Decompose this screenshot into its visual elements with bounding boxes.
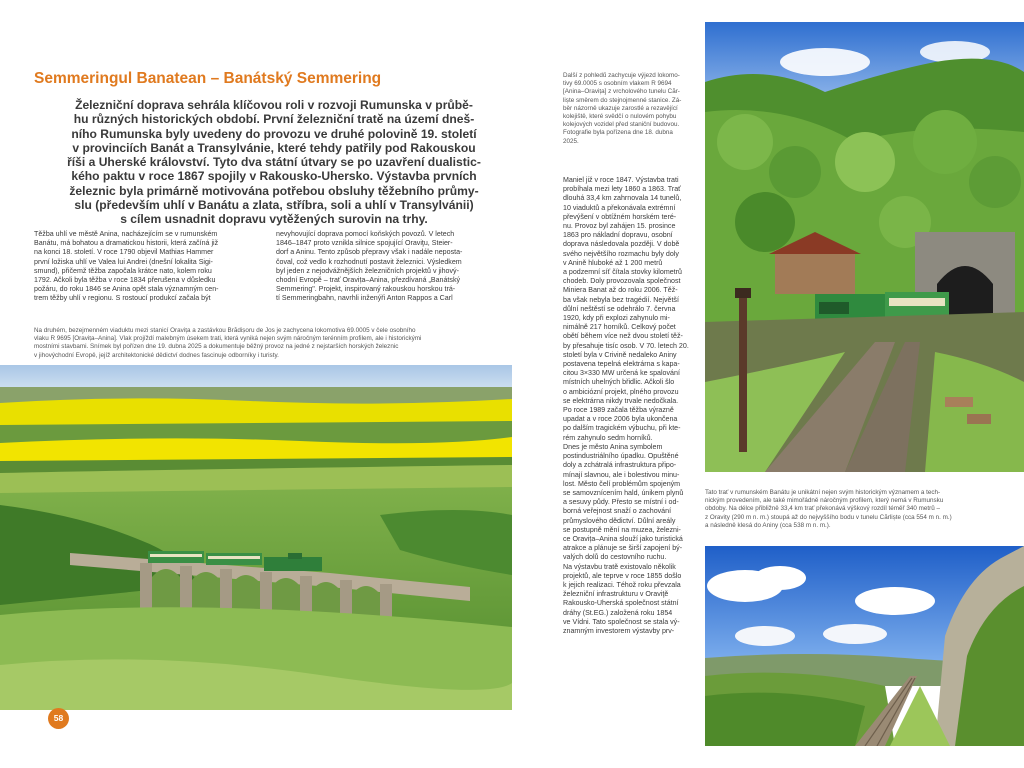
body-line: požáru, do roku 1846 se Anina opět stala významným cen-: [34, 285, 219, 294]
body-line: Miniera Banat až do roku 2006. Těž-: [563, 286, 678, 295]
body-line: čoval, což vedlo k rozhodnutí postavit železnici. Výsledkem: [276, 257, 462, 266]
body-line: Semmering". Projekt, inspirovaný rakouskou horskou trá-: [276, 285, 456, 294]
body-line: 1863 pro nákladní dopravu, osobní: [563, 231, 673, 240]
body-line: první ložiska uhlí ve Valea lui Andrei (dnešní lokalita Sigi-: [34, 257, 213, 266]
body-line: smund), přičemž těžba započala krátce nato, kolem roku: [34, 266, 212, 275]
body-column-3: [563, 176, 698, 636]
body-line: atrakce a plánuje se širší zapojení bý-: [563, 544, 683, 553]
caption-line: mostními stavbami. Snímek byl pořízen dne 19. dubna 2025 a dokumentuje běžný provoz na jedné z nejstarších horských železnic: [34, 343, 399, 351]
body-line: dorf a Aninu. Tento způsob přepravy však i nadále neposta-: [276, 248, 463, 257]
body-line: citou 3×330 MW určená ke spalování: [563, 369, 680, 378]
photo-tunnel-train: [705, 22, 1024, 472]
body-line: Maniel již v roce 1847. Výstavba trati: [563, 176, 679, 184]
caption-line: [Anina–Oravița] z vrcholového tunelu Căr-: [563, 88, 680, 96]
article-title: Semmeringul Banatean – Banátský Semmering: [34, 70, 382, 87]
body-line: Na výstavbu tratě existovalo několik: [563, 562, 676, 571]
body-line: postavena tepelná elektrárna s kapa-: [563, 360, 680, 369]
body-line: nu. Provoz byl zahájen 15. prosince: [563, 222, 676, 231]
body-line: a podzemní síť čítala stovky kilometrů: [563, 268, 682, 277]
photo-caption-tunnel: [563, 72, 698, 146]
body-line: chodeb. Doly provozovala společnost: [563, 277, 681, 286]
body-line: století byla v Crivině nedaleko Aniny: [563, 350, 677, 359]
body-line: a sesuvy půdy. Přesto se místní i od-: [563, 498, 679, 507]
body-line: byl jeden z nejodvážnějších železničních projektů v jihový-: [276, 266, 459, 275]
body-line: Těžba uhlí ve městě Anina, nacházejícím se v rumunském: [34, 230, 218, 238]
body-line: mínají slavnou, ale i bolestivou minu-: [563, 470, 680, 479]
caption-line: vlaku R 9695 [Oravița–Anina]. Vlak projíždí malebným úsekem trati, která vyniká nejen svým náročným terénním profilem, ale i historickými: [34, 335, 422, 343]
body-line: nimálně 217 horníků. Celkový počet: [563, 323, 676, 332]
photo-caption-route: [705, 489, 985, 530]
caption-line: Další z pohledů zachycuje výjezd lokomo-: [563, 72, 680, 79]
body-line: místních uhelných břidlic. Ačkoli šlo: [563, 378, 675, 387]
caption-line: obdoby. Na délce přibližně 33,4 km trať překonává výškový rozdíl téměř 340 metrů –: [705, 505, 940, 513]
lead-line: hu různých historických období. První železniční tratě na území dneš-: [73, 112, 475, 127]
lead-line: železnic byla primárně motivována potřebou obsluhy těžebního průmy-: [69, 183, 479, 198]
body-line: obětí během více než dvou století těž-: [563, 332, 683, 341]
caption-line: nickým provedením, ale také mimořádně náročným profilem, který nemá v Rumunsku: [705, 497, 944, 505]
caption-line: 2025.: [563, 137, 579, 145]
body-column-1: [34, 230, 264, 304]
lead-line: Železniční doprava sehrála klíčovou roli v rozvoji Rumunska v průbě-: [75, 98, 473, 112]
viaduct-landscape-image: [0, 365, 512, 710]
caption-line: v jihovýchodní Evropě, jejíž architektonické dědictví dodnes fascinuje odborníky i turisty.: [34, 351, 279, 359]
article-lead: [34, 98, 514, 227]
caption-line: a následně klesá do Aniny (cca 538 m n. m.).: [705, 521, 831, 529]
body-line: doly a zchátralá infrastruktura připo-: [563, 461, 677, 470]
body-line: tí Semmeringbahn, navrhli inženýři Anton Rappos a Carl: [276, 294, 453, 303]
body-line: doprava následovala později. V době: [563, 240, 680, 249]
caption-line: Tato trať v rumunském Banátu je unikátní nejen svým historickým významem a tech-: [705, 489, 941, 496]
lead-line: říši a Uherské království. Tyto dva státní útvary se po uzavření dualistic-: [67, 155, 481, 170]
caption-line: běr názorně ukazuje zarostlé a rezavějící: [563, 104, 678, 112]
lead-line: s cílem usnadnit dopravu vytěžených surovin na trhy.: [120, 212, 428, 227]
page-number: 58: [48, 708, 69, 729]
body-line: Po roce 1989 začala těžba výrazně: [563, 406, 674, 415]
caption-line: tivy 69.0005 s osobním vlakem R 9694: [563, 80, 672, 88]
body-column-2: [276, 230, 506, 304]
body-line: probíhala mezi lety 1860 a 1863. Trať: [563, 185, 681, 194]
caption-line: z Oravițy (290 m n. m.) stoupá až do nejvyššího bodu v tunelu Cărliște (cca 554 m n. m.): [705, 513, 952, 521]
body-line: k jejich realizaci. Téhož roku převzala: [563, 580, 681, 589]
lead-line: kého paktu v roce 1867 spojily v Rakousko-Uhersko. Výstavba prvních: [71, 169, 477, 184]
body-line: lost. Město čelí problémům spojeným: [563, 479, 681, 488]
body-line: 10 viaduktů a překonávala extrémní: [563, 203, 676, 212]
body-line: by přesahuje tisíc osob. V 70. letech 20.: [563, 341, 689, 350]
body-line: valých dolů do cestovního ruchu.: [563, 553, 667, 562]
body-line: 1792. Ačkoli byla těžba v roce 1834 přerušena v důsledku: [34, 276, 216, 285]
caption-line: kolejiště, které svědčí o nulovém pohybu: [563, 113, 677, 121]
photo-caption-viaduct: [34, 327, 509, 360]
body-line: Banátu, má bohatou a dramatickou historii, která začíná již: [34, 239, 219, 248]
body-line: železniční infrastrukturu v Oraviţě: [563, 590, 669, 599]
body-line: 1920, kdy při explozi zahynulo mi-: [563, 314, 670, 323]
body-line: ve Vídni. Tato společnost se stala vý-: [563, 617, 680, 626]
body-line: projektů, ale teprve v roce 1855 došlo: [563, 571, 682, 580]
body-line: dráhy (St.EG.) založená roku 1854: [563, 608, 673, 617]
body-line: v Anině hluboké až 1 200 metrů: [563, 258, 663, 267]
body-line: o ambiciózní projekt, plného provozu: [563, 387, 679, 396]
body-line: převýšení v obtížném horském teré-: [563, 212, 677, 221]
body-line: na konci 18. století. V roce 1790 objevil Mathias Hammer: [34, 248, 214, 257]
caption-line: kolejových vozidel před staniční budovou.: [563, 121, 680, 129]
body-line: Rakousko-Uherská společnost státní: [563, 599, 679, 608]
body-line: ba však nebyla bez tragédií. Největší: [563, 295, 679, 304]
caption-line: Fotografie byla pořízena dne 18. dubna: [563, 129, 673, 137]
track-landscape-image: [705, 546, 1024, 746]
body-line: rém zahynulo sedm horníků.: [563, 433, 653, 442]
body-line: trem těžby uhlí v regionu. S rostoucí produkcí začala být: [34, 294, 211, 303]
body-line: se samovznícením hald, únikem plynů: [563, 488, 684, 497]
body-line: důlní neštěstí se odehrálo 7. června: [563, 304, 676, 313]
photo-track-hills: [705, 546, 1024, 746]
caption-line: Na druhém, bezejmenném viaduktu mezi stanicí Oravița a zastávkou Brădișoru de Jos je zachycena lokomotiva 69.0005 v čele osobního: [34, 327, 416, 334]
tunnel-forest-image: [705, 22, 1024, 472]
body-line: dlouhá 33,4 km zahrnovala 14 tunelů,: [563, 194, 682, 203]
body-line: upadat a v roce 2006 byla ukončena: [563, 415, 678, 424]
body-line: chodní Evropě – trať Oravița–Anina, přezdívaná „Banátský: [276, 276, 461, 285]
lead-line: slu (především uhlí v Banátu a zlata, stříbra, soli a uhlí v Transylvánii): [74, 198, 474, 213]
photo-viaduct-train: [0, 365, 512, 710]
body-line: svého největšího rozmachu byly doly: [563, 249, 679, 258]
locomotive: [264, 557, 322, 571]
body-line: borná veřejnost snaží o zachování: [563, 507, 672, 516]
body-line: nevyhovující doprava pomocí koňských povozů. V letech: [276, 230, 455, 238]
body-line: ce Oravița–Anina slouží jako turistická: [563, 534, 683, 543]
lead-line: ního Rumunska byly uvedeny do provozu ve druhé polovině 19. století: [71, 126, 477, 141]
caption-line: liște směrem do stejnojmenné stanice. Zá-: [563, 96, 682, 104]
body-line: se elektrárna nikdy trvale nedočkala.: [563, 396, 679, 405]
body-line: se postupně mění na muzea, železni-: [563, 525, 681, 534]
body-line: průmyslového dědictví. Důlní areály: [563, 516, 676, 525]
body-line: postindustriálního úpadku. Opuštěné: [563, 452, 679, 461]
body-line: Dnes je město Anina symbolem: [563, 442, 663, 451]
body-line: 1846–1847 proto vznikla silnice spojující Oraviţu, Steier-: [276, 239, 453, 248]
body-line: znamným investorem výstavby prv-: [563, 626, 675, 635]
body-line: po dalším tragickém výbuchu, při kte-: [563, 424, 681, 433]
lead-line: v provinciích Banát a Transylvánie, které tehdy patřily pod Rakouskou: [72, 140, 476, 155]
